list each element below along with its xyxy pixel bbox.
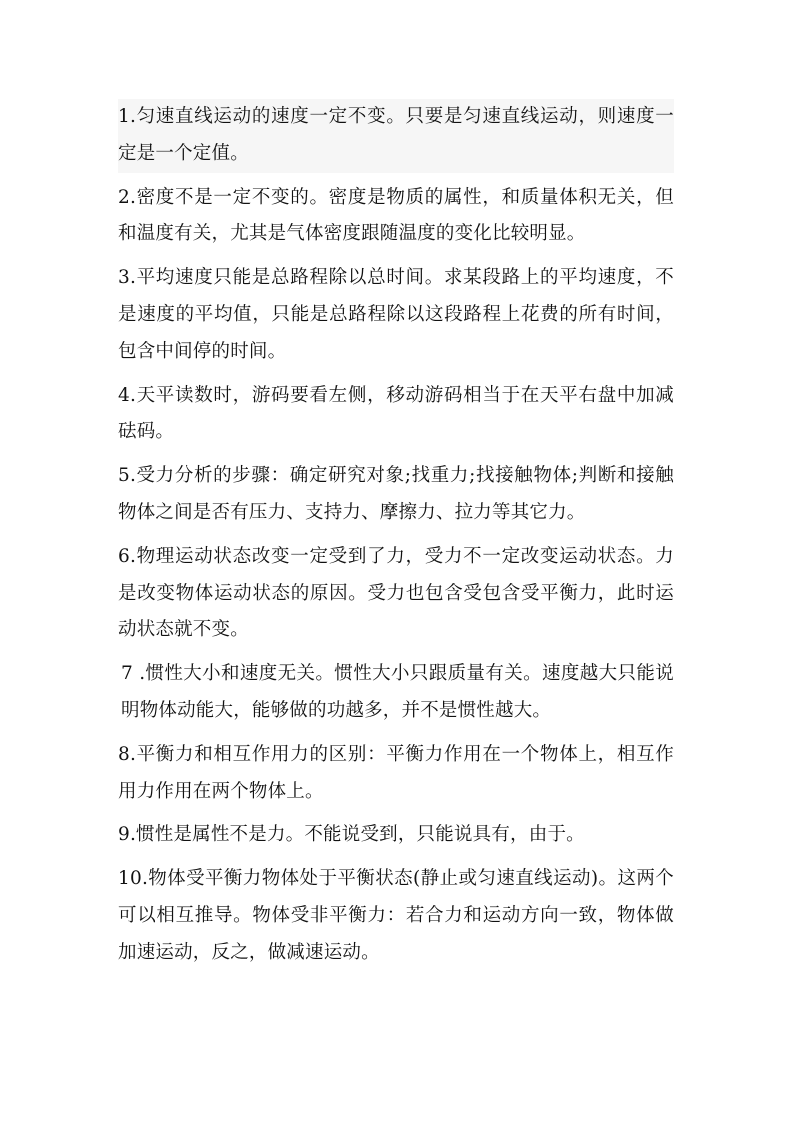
paragraph-10: 10.物体受平衡力物体处于平衡状态(静止或匀速直线运动)。这两个可以相互推导。物体受非平衡力：若合力和运动方向一致，物体做加速运动，反之，做减速运动。 [118, 868, 674, 963]
paragraph-3: 3.平均速度只能是总路程除以总时间。求某段路上的平均速度，不是速度的平均值，只能是总路程除以这段路程上花费的所有时间，包含中间停的时间。 [118, 267, 674, 362]
paragraph-6: 6.物理运动状态改变一定受到了力，受力不一定改变运动状态。力是改变物体运动状态的原因。受力也包含受包含受平衡力，此时运动状态就不变。 [118, 545, 674, 641]
paragraph-4: 4.天平读数时，游码要看左侧，移动游码相当于在天平右盘中加减砝码。 [118, 384, 674, 443]
paragraph-5: 5.受力分析的步骤：确定研究对象;找重力;找接触物体;判断和接触物体之间是否有压力、支持力、摩擦力、拉力等其它力。 [118, 465, 674, 523]
paragraph-2: 2.密度不是一定不变的。密度是物质的属性，和质量体积无关，但和温度有关，尤其是气体密度跟随温度的变化比较明显。 [118, 186, 674, 245]
paragraph-8: 8.平衡力和相互作用力的区别：平衡力作用在一个物体上，相互作用力作用在两个物体上。 [118, 743, 674, 802]
document-body [118, 99, 674, 979]
paragraph-7: 7 .惯性大小和速度无关。惯性大小只跟质量有关。速度越大只能说明物体动能大，能够做的功越多，并不是惯性越大。 [121, 663, 674, 721]
paragraph-1: 1.匀速直线运动的速度一定不变。只要是匀速直线运动，则速度一定是一个定值。 [118, 99, 674, 173]
paragraph-9: 9.惯性是属性不是力。不能说受到，只能说具有，由于。 [118, 824, 585, 846]
